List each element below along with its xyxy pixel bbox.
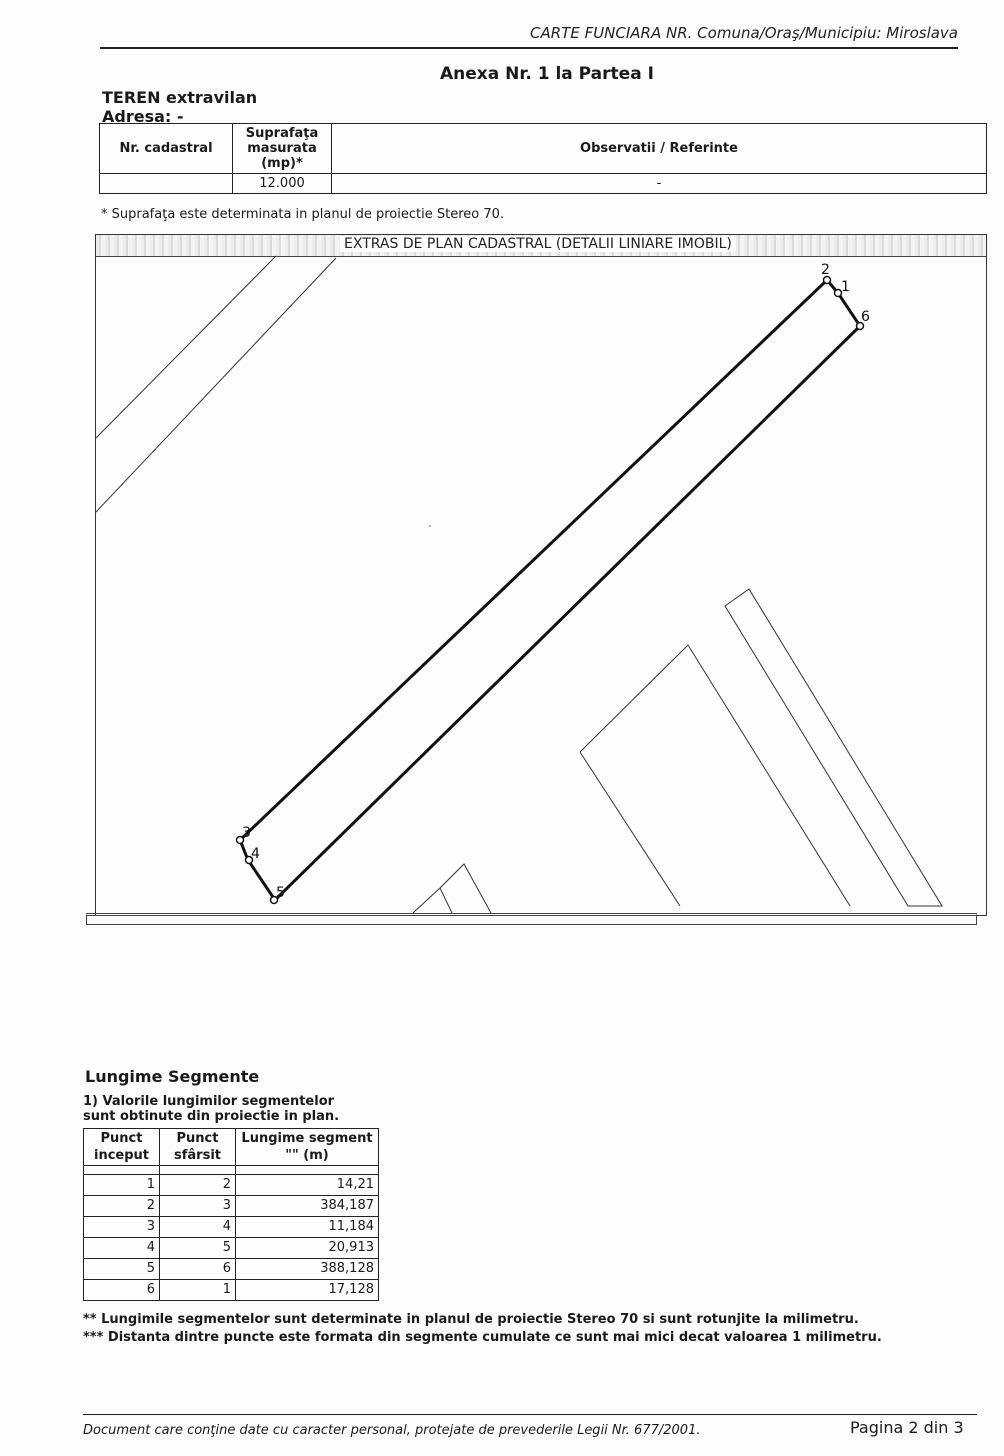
table-spacer-row xyxy=(84,1166,379,1175)
col-header-start-point: Punct inceput xyxy=(84,1129,160,1166)
cell-length: 384,187 xyxy=(236,1196,379,1217)
table-row xyxy=(84,1280,379,1301)
vertex-label-5: 5 xyxy=(276,885,285,901)
parcel-outline xyxy=(240,280,860,900)
footer-divider xyxy=(83,1414,977,1415)
cell-start: 3 xyxy=(84,1217,160,1238)
neighbor-parcel xyxy=(580,645,850,906)
col-header-end-point: Punct sfârsit xyxy=(160,1129,236,1166)
plan-dot xyxy=(429,525,431,527)
col-header-surface: Suprafaţa masurata (mp)* xyxy=(233,124,332,174)
cell-end: 5 xyxy=(160,1238,236,1259)
land-address: Adresa: - xyxy=(102,107,184,126)
vertex-label-1: 1 xyxy=(841,279,850,295)
cell-end: 1 xyxy=(160,1280,236,1301)
cell-observations: - xyxy=(332,174,987,194)
segments-subtitle xyxy=(83,1094,339,1124)
plan-caption: EXTRAS DE PLAN CADASTRAL (DETALII LINIARE IMOBIL) xyxy=(340,236,736,252)
cell-length: 14,21 xyxy=(236,1175,379,1196)
segments-header-row xyxy=(84,1129,379,1166)
segments-table xyxy=(83,1128,379,1301)
cell-length: 20,913 xyxy=(236,1238,379,1259)
table-row xyxy=(84,1217,379,1238)
cell-length: 388,128 xyxy=(236,1259,379,1280)
cell-start: 5 xyxy=(84,1259,160,1280)
vertex-markers xyxy=(237,277,864,904)
document-header-title: CARTE FUNCIARA NR. Comuna/Oraş/Municipiu: Miroslava xyxy=(530,24,958,42)
segments-subtitle-line-2: sunt obtinute din proiectie in plan. xyxy=(83,1109,340,1124)
cell-start: 4 xyxy=(84,1238,160,1259)
vertex-label-6: 6 xyxy=(861,309,870,325)
neighbor-parcel xyxy=(440,864,491,913)
lengths-note: ** Lungimile segmentelor sunt determinate in planul de proiectie Stereo 70 si sunt rotunjite la milimetru. xyxy=(83,1312,859,1327)
segments-title: Lungime Segmente xyxy=(85,1067,260,1086)
cell-start: 6 xyxy=(84,1280,160,1301)
table-row xyxy=(84,1175,379,1196)
cell-end: 6 xyxy=(160,1259,236,1280)
cell-end: 2 xyxy=(160,1175,236,1196)
annex-title: Anexa Nr. 1 la Partea I xyxy=(440,64,654,84)
cell-end: 3 xyxy=(160,1196,236,1217)
neighbor-parcels xyxy=(96,256,942,913)
cell-surface: 12.000 xyxy=(233,174,332,194)
distance-note: *** Distanta dintre puncte este formata din segmente cumulate ce sunt mai mici decat valoarea 1 milimetru. xyxy=(83,1330,882,1345)
land-type: TEREN extravilan xyxy=(102,88,258,107)
cell-start: 1 xyxy=(84,1175,160,1196)
segments-subtitle-line-1: 1) Valorile lungimilor segmentelor xyxy=(83,1094,335,1109)
vertex-label-2: 2 xyxy=(821,262,830,278)
cell-end: 4 xyxy=(160,1217,236,1238)
neighbor-line xyxy=(580,752,680,906)
table-row xyxy=(84,1259,379,1280)
table-row xyxy=(84,1196,379,1217)
cell-start: 2 xyxy=(84,1196,160,1217)
col-header-cadastral-nr: Nr. cadastral xyxy=(100,124,233,174)
surface-note: * Suprafaţa este determinata in planul de proiectie Stereo 70. xyxy=(101,207,505,222)
vertex-label-3: 3 xyxy=(242,825,251,841)
table-row xyxy=(84,1238,379,1259)
col-header-observations: Observatii / Referinte xyxy=(332,124,987,174)
plan-bottom-border xyxy=(86,913,977,925)
cell-length: 11,184 xyxy=(236,1217,379,1238)
col-header-segment-length: Lungime segment "" (m) xyxy=(236,1129,379,1166)
neighbor-line xyxy=(440,888,452,913)
neighbor-line xyxy=(96,258,336,512)
neighbor-strip xyxy=(725,589,942,906)
footer-disclaimer: Document care conţine date cu caracter personal, protejate de prevederile Legii Nr. 677/2001. xyxy=(83,1423,701,1438)
vertex-label-4: 4 xyxy=(251,846,260,862)
neighbor-line xyxy=(413,888,440,913)
cell-length: 17,128 xyxy=(236,1280,379,1301)
vertex-labels xyxy=(242,262,870,901)
page-number: Pagina 2 din 3 xyxy=(850,1418,964,1437)
neighbor-line xyxy=(96,256,276,438)
